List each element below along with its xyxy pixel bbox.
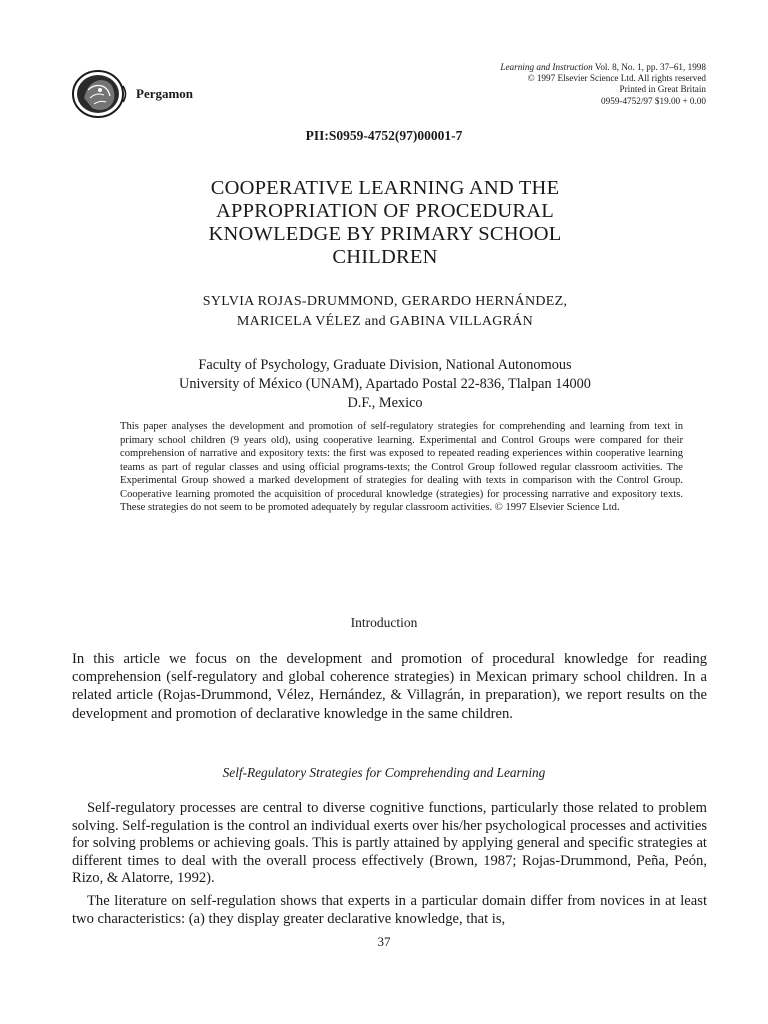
introduction-paragraph: In this article we focus on the development and promotion of procedural knowledge for reading comprehension (self-regulatory and global coherence strategies) in Mexican primary school children. In a related article (Rojas-Drummond, Vélez, Hernández, & Villagrán, in preparation), we report results on the development and promotion of declarative knowledge in the same children. — [72, 651, 707, 722]
title-line: CHILDREN — [332, 246, 438, 268]
affiliation-line: University of México (UNAM), Apartado Postal 22-836, Tlalpan 14000 — [179, 376, 591, 392]
author-list — [100, 292, 670, 332]
author-line: MARICELA VÉLEZ and GABINA VILLAGRÁN — [236, 314, 534, 329]
journal-info — [500, 62, 706, 107]
journal-name: Learning and Instruction — [500, 62, 593, 72]
journal-volume-info: Vol. 8, No. 1, pp. 37–61, 1998 — [592, 62, 706, 72]
publisher-block — [70, 68, 193, 120]
affiliation-line: D.F., Mexico — [347, 395, 423, 411]
pii-identifier: PII:S0959-4752(97)00001-7 — [305, 128, 463, 143]
affiliation-line: Faculty of Psychology, Graduate Division, National Autonomous — [198, 357, 572, 373]
body-paragraph: The literature on self-regulation shows that experts in a particular domain differ from novices in at least two characteristics: (a) they display greater declarative knowledge, that is, — [72, 893, 707, 927]
affiliation — [100, 356, 670, 413]
article-title — [120, 177, 650, 269]
publisher-name: Pergamon — [136, 86, 194, 101]
title-line: KNOWLEDGE BY PRIMARY SCHOOL — [208, 223, 562, 245]
elsevier-tree-logo-icon — [70, 68, 130, 120]
journal-citation-line — [500, 62, 706, 73]
title-line: APPROPRIATION OF PROCEDURAL — [215, 200, 554, 222]
body-paragraph: Self-regulatory processes are central to diverse cognitive functions, particularly those related to problem solving. Self-regulation is the control an individual exerts over his/her psychological processes and activities for solving problems or achieving goals. This is partly attained by applying general and specific strategies at different times to deal with the overall process effectively (Brown, 1987; Rojas-Drummond, Peña, Peón, Rizo, & Alatorre, 1992). — [72, 800, 707, 887]
section-heading-introduction: Introduction — [350, 615, 418, 630]
printed-line: Printed in Great Britain — [619, 84, 706, 95]
price-line: 0959-4752/97 $19.00 + 0.00 — [601, 95, 706, 106]
subsection-heading: Self-Regulatory Strategies for Comprehending and Learning — [222, 765, 546, 780]
title-line: COOPERATIVE LEARNING AND THE — [210, 177, 560, 199]
page-number: 37 — [377, 934, 391, 949]
abstract: This paper analyses the development and promotion of self-regulatory strategies for comprehending and learning from text in primary school children (9 years old), using cooperative learning. Experimental and Control Groups were compared for their comprehension of narrative and expository texts: the first was exposed to repeated reading experiences within cooperative learning teams as part of regular classes and using official programs-texts; the Control Group followed regular classroom activities. The Experimental Group showed a marked development of strategies for dealing with texts in comparison with the Control Group. Cooperative learning promoted the acquisition of procedural knowledge (strategies) for processing narrative and expository texts. These strategies do not seem to be promoted adequately by regular classroom activities. © 1997 Elsevier Science Ltd. — [120, 421, 683, 513]
copyright-line: © 1997 Elsevier Science Ltd. All rights reserved — [527, 73, 706, 84]
author-line: SYLVIA ROJAS-DRUMMOND, GERARDO HERNÁNDEZ, — [202, 294, 568, 309]
